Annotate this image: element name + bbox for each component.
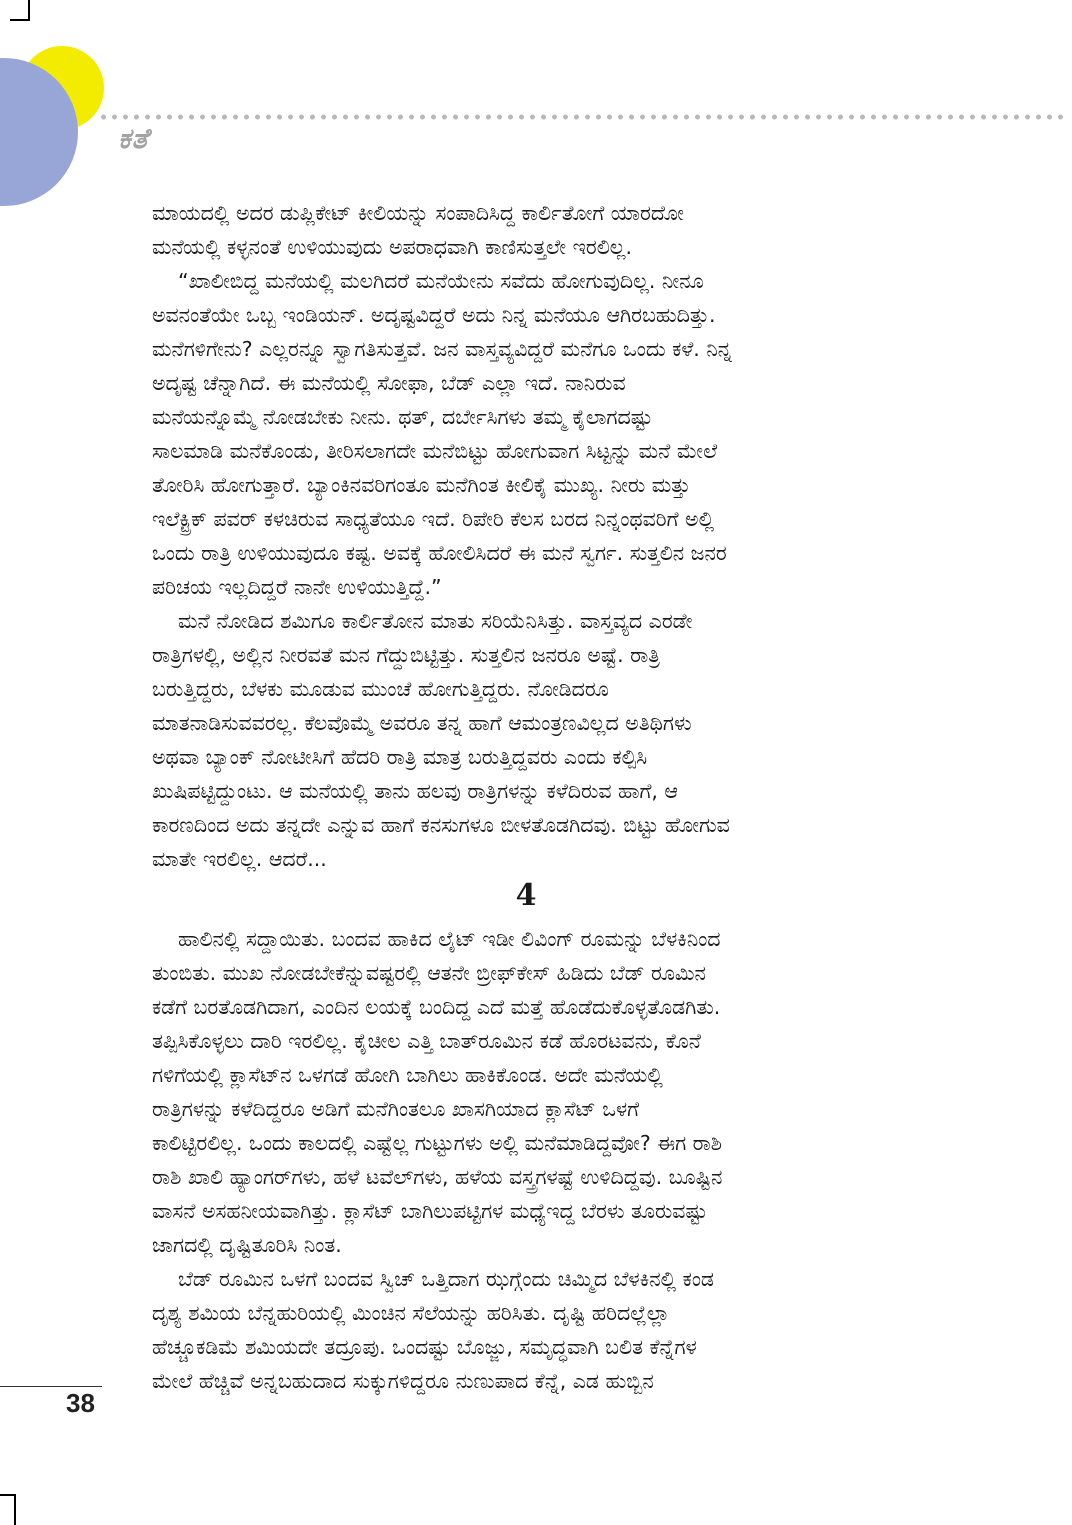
paragraph: ಮನೆ ನೋಡಿದ ಶಮಿಗೂ ಕಾರ್ಲಿತೋನ ಮಾತು ಸರಿಯೆನಿಸಿತ್ತು. ವಾಸ್ತವ್ಯದ ಎರಡೇ ರಾತ್ರಿಗಳಲ್ಲಿ, ಅಲ್ಲಿನ ನೀರವತೆ ಮನ ಗೆದ್ದುಬಿಟ್ಟಿತ್ತು. ಸುತ್ತಲಿನ ಜನರೂ ಅಷ್ಟೆ. ರಾತ್ರಿ ಬರುತ್ತಿದ್ದರು, ಬೆಳಕು ಮೂಡುವ ಮುಂಚೆ ಹೋಗುತ್ತಿದ್ದರು. ನೋಡಿದರೂ ಮಾತನಾಡಿಸುವವರಲ್ಲ. ಕೆಲವೊಮ್ಮೆ ಅವರೂ ತನ್ನ ಹಾಗೆ ಆಮಂತ್ರಣವಿಲ್ಲದ ಅತಿಥಿಗಳು ಅಥವಾ ಬ್ಯಾಂಕ್ ನೋಟೀಸಿಗೆ ಹೆದರಿ ರಾತ್ರಿ ಮಾತ್ರ ಬರುತ್ತಿದ್ದವರು ಎಂದು ಕಲ್ಪಿಸಿ ಖುಷಿಪಟ್ಟಿದ್ದುಂಟು. ಆ ಮನೆಯಲ್ಲಿ ತಾನು ಹಲವು ರಾತ್ರಿಗಳನ್ನು ಕಳೆದಿರುವ ಹಾಗೆ, ಆ ಕಾರಣದಿಂದ ಅದು ತನ್ನದೇ ಎನ್ನುವ ಹಾಗೆ ಕನಸುಗಳೂ ಬೀಳತೊಡಗಿದವು. ಬಿಟ್ಟು ಹೋಗುವ ಮಾತೇ ಇರಲಿಲ್ಲ. ಆದರೆ... (152, 609, 730, 871)
paragraph: “ಖಾಲೀಬಿದ್ದ ಮನೆಯಲ್ಲಿ ಮಲಗಿದರೆ ಮನೆಯೇನು ಸವೆದು ಹೋಗುವುದಿಲ್ಲ. ನೀನೂ ಅವನಂತೆಯೇ ಒಬ್ಬ ಇಂಡಿಯನ್. ಅದೃಷ್ಟವಿದ್ದರೆ ಅದು ನಿನ್ನ ಮನೆಯೂ ಆಗಿರಬಹುದಿತ್ತು. ಮನೆಗಳಿಗೇನು? ಎಲ್ಲರನ್ನೂ ಸ್ವಾಗತಿಸುತ್ತವೆ. ಜನ ವಾಸ್ತವ್ಯವಿದ್ದರೆ ಮನೆಗೂ ಒಂದು ಕಳೆ. ನಿನ್ನ ಅದೃಷ್ಟ ಚೆನ್ನಾಗಿದೆ. ಈ ಮನೆಯಲ್ಲಿ ಸೋಫಾ, ಬೆಡ್ ಎಲ್ಲಾ ಇದೆ. ನಾನಿರುವ ಮನೆಯನ್ನೊಮ್ಮೆ ನೋಡಬೇಕು ನೀನು. ಥತ್, ದರ್ಬೇಸಿಗಳು ತಮ್ಮ ಕೈಲಾಗದಷ್ಟು ಸಾಲಮಾಡಿ ಮನೆಕೊಂಡು, ತೀರಿಸಲಾಗದೇ ಮನೆಬಿಟ್ಟು ಹೋಗುವಾಗ ಸಿಟ್ಟನ್ನು ಮನೆ ಮೇಲೆ ತೋರಿಸಿ ಹೋಗುತ್ತಾರೆ. ಬ್ಯಾಂಕಿನವರಿಗಂತೂ ಮನೆಗಿಂತ ಕೀಲಿಕೈ ಮುಖ್ಯ. ನೀರು ಮತ್ತು ಇಲೆಕ್ಟ್ರಿಕ್ ಪವರ್ ಕಳಚಿರುವ ಸಾಧ್ಯತೆಯೂ ಇದೆ. ರಿಪೇರಿ ಕೆಲಸ ಬರದ ನಿನ್ನಂಥವರಿಗೆ ಅಲ್ಲಿ ಒಂದು ರಾತ್ರಿ ಉಳಿಯುವುದೂ ಕಷ್ಟ. ಅವಕ್ಕೆ ಹೋಲಿಸಿದರೆ ಈ ಮನೆ ಸ್ವರ್ಗ. ಸುತ್ತಲಿನ ಜನರ ಪರಿಚಯ ಇಲ್ಲದಿದ್ದರೆ ನಾನೇ ಉಳಿಯುತ್ತಿದ್ದೆ.” (152, 269, 732, 599)
paragraphs-after-chapter (152, 922, 900, 1398)
header-decoration (0, 40, 120, 210)
paragraph: ಹಾಲಿನಲ್ಲಿ ಸದ್ದಾಯಿತು. ಬಂದವ ಹಾಕಿದ ಲೈಟ್ ಇಡೀ ಲಿವಿಂಗ್ ರೂಮನ್ನು ಬೆಳಕಿನಿಂದ ತುಂಬಿತು. ಮುಖ ನೋಡಬೇಕೆನ್ನುವಷ್ಟರಲ್ಲಿ ಆತನೇ ಬ್ರೀಫ್‌ಕೇಸ್ ಹಿಡಿದು ಬೆಡ್ ರೂಮಿನ ಕಡೆಗೆ ಬರತೊಡಗಿದಾಗ, ಎಂದಿನ ಲಯಕ್ಕೆ ಬಂದಿದ್ದ ಎದೆ ಮತ್ತೆ ಹೊಡೆದುಕೊಳ್ಳತೊಡಗಿತು. ತಪ್ಪಿಸಿಕೊಳ್ಳಲು ದಾರಿ ಇರಲಿಲ್ಲ. ಕೈಚೀಲ ಎತ್ತಿ ಬಾತ್‌ರೂಮಿನ ಕಡೆ ಹೊರಟವನು, ಕೊನೆ ಗಳಿಗೆಯಲ್ಲಿ ಕ್ಲಾಸೆಟ್‌ನ ಒಳಗಡೆ ಹೋಗಿ ಬಾಗಿಲು ಹಾಕಿಕೊಂಡ. ಅದೇ ಮನೆಯಲ್ಲಿ ರಾತ್ರಿಗಳನ್ನು ಕಳೆದಿದ್ದರೂ ಅಡಿಗೆ ಮನೆಗಿಂತಲೂ ಖಾಸಗಿಯಾದ ಕ್ಲಾಸೆಟ್ ಒಳಗೆ ಕಾಲಿಟ್ಟಿರಲಿಲ್ಲ. ಒಂದು ಕಾಲದಲ್ಲಿ ಎಷ್ಟೆಲ್ಲ ಗುಟ್ಟುಗಳು ಅಲ್ಲಿ ಮನೆಮಾಡಿದ್ದವೋ? ಈಗ ರಾಶಿ ರಾಶಿ ಖಾಲಿ ಹ್ಯಾಂಗರ್‌ಗಳು, ಹಳೆ ಟವೆಲ್‌ಗಳು, ಹಳೆಯ ವಸ್ತ್ರಗಳಷ್ಟೆ ಉಳಿದಿದ್ದವು. ಬೂಷ್ಟಿನ ವಾಸನೆ ಅಸಹನೀಯವಾಗಿತ್ತು. ಕ್ಲಾಸೆಟ್ ಬಾಗಿಲುಪಟ್ಟಿಗಳ ಮಧ್ಯೆಇದ್ದ ಬೆರಳು ತೂರುವಷ್ಟು ಜಾಗದಲ್ಲಿ ದೃಷ್ಟಿತೂರಿಸಿ ನಿಂತ. (152, 927, 723, 1257)
crop-mark-bottom-left-horizontal (0, 1494, 16, 1496)
paragraph: ಬೆಡ್ ರೂಮಿನ ಒಳಗೆ ಬಂದವ ಸ್ವಿಚ್ ಒತ್ತಿದಾಗ ಝಗ್ಗೆಂದು ಚಿಮ್ಮಿದ ಬೆಳಕಿನಲ್ಲಿ ಕಂಡ ದೃಶ್ಯ ಶಮಿಯ ಬೆನ್ನಹುರಿಯಲ್ಲಿ ಮಿಂಚಿನ ಸೆಲೆಯನ್ನು ಹರಿಸಿತು. ದೃಷ್ಟಿ ಹರಿದಲ್ಲೆಲ್ಲಾ ಹೆಚ್ಚೂಕಡಿಮೆ ಶಮಿಯದೇ ತದ್ರೂಪು. ಒಂದಷ್ಟು ಬೊಜ್ಜು, ಸಮೃದ್ಧವಾಗಿ ಬಲಿತ ಕೆನ್ನೆಗಳ ಮೇಲೆ ಹೆಚ್ಚಿವೆ ಅನ್ನಬಹುದಾದ ಸುಕ್ಕುಗಳಿದ್ದರೂ ನುಣುಪಾದ ಕೆನ್ನೆ, ಎಡ ಹುಬ್ಬಿನ (152, 1267, 714, 1393)
chapter-number: 4 (515, 878, 537, 913)
crop-mark-top-left (28, 0, 30, 20)
paragraph: ಮಾಯದಲ್ಲಿ ಅದರ ಡುಪ್ಲಿಕೇಟ್ ಕೀಲಿಯನ್ನು ಸಂಪಾದಿಸಿದ್ದ ಕಾರ್ಲಿತೋಗೆ ಯಾರದೋ ಮನೆಯಲ್ಲಿ ಕಳ್ಳನಂತೆ ಉಳಿಯುವುದು ಅಪರಾಧವಾಗಿ ಕಾಣಿಸುತ್ತಲೇ ಇರಲಿಲ್ಲ. (152, 201, 684, 259)
page-number: 38 (66, 1388, 95, 1418)
paragraphs-before-chapter (152, 196, 900, 876)
crop-mark-bottom-left (14, 1495, 16, 1525)
crop-mark-top-left-horizontal (10, 19, 30, 21)
section-label: ಕತೆ (118, 122, 149, 155)
dotted-rule (98, 113, 1066, 121)
footer-rule (0, 1386, 102, 1387)
body-text (152, 196, 900, 1398)
